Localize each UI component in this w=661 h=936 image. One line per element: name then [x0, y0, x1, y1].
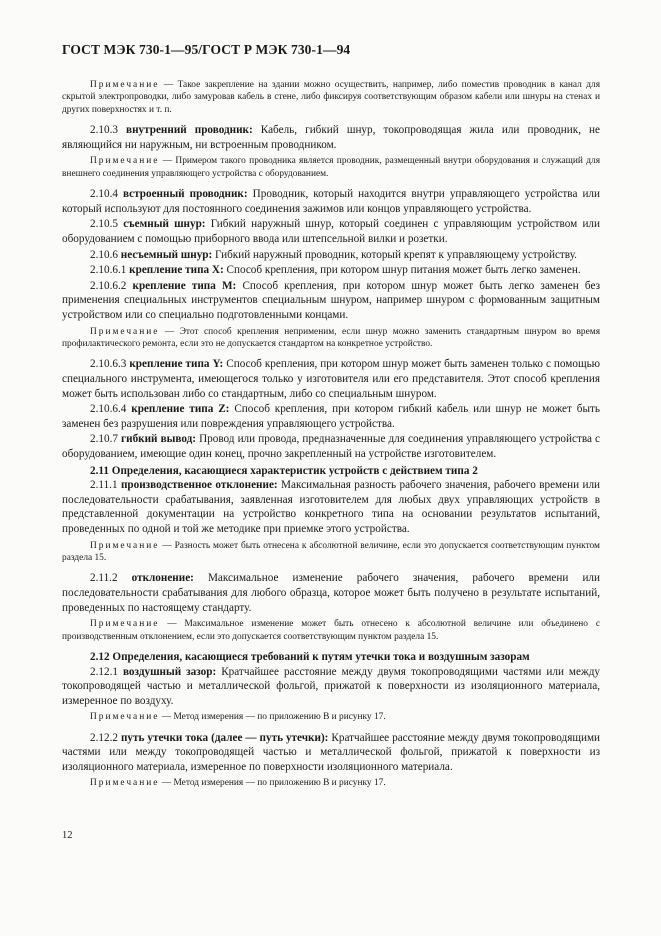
definition-text: Гибкий наружный шнур, который соединен с управляющим устройством или оборудованием с помощью приборного ввода или штепсельной вилки и розетки.: [62, 218, 600, 245]
clause-number: 2.10.6.2: [90, 279, 127, 292]
defined-term: отклонение:: [131, 572, 194, 585]
note-label: Примечание: [90, 619, 160, 630]
note-text: Такое закрепление на здании можно осуществить, например, либо поместив проводник в канал для скрытой электропроводки, либо замуровав кабель в стене, либо фиксируя соответствующим образом кабели или шнуры на стенах и других поверхностях и т. п.: [62, 80, 601, 115]
note-text: Максимальное изменение может быть отнесено к абсолютной величине или объединено с производственным отклонением, если это допускается соответствующим пунктом раздела 15.: [62, 619, 600, 642]
definition-paragraph: [62, 478, 600, 536]
clause-number: 2.12.2: [90, 731, 118, 744]
definition-paragraph: [62, 123, 600, 152]
clause-number: 2.10.6.3: [90, 358, 127, 371]
page-number: 12: [62, 830, 73, 841]
note-paragraph: [62, 540, 600, 565]
note-label: Примечание: [90, 540, 160, 551]
note-label: Примечание: [90, 778, 160, 789]
definition-paragraph: [62, 731, 600, 775]
definition-text: Максимальное изменение рабочего значения, рабочего времени или последовательности срабатывания для любого образца, которое может быть получено в результате испытаний, проведенных по настоящему стандарту.: [62, 572, 601, 614]
clause-number: 2.11.1: [90, 479, 118, 492]
definition-text: Гибкий наружный проводник, который крепят к управляющему устройству.: [215, 248, 577, 261]
definition-paragraph: [62, 432, 600, 461]
definition-paragraph: [62, 402, 600, 431]
clause-number: 2.10.6.1: [90, 264, 127, 277]
defined-term: производственное отклонение:: [120, 479, 278, 492]
note-dash: —: [159, 80, 178, 90]
note-paragraph: [62, 79, 600, 116]
clause-number: 2.10.5: [90, 218, 118, 231]
definition-paragraph: [62, 263, 600, 278]
page-content: [62, 76, 600, 797]
clause-number: 2.10.6: [90, 248, 118, 261]
clause-number: 2.10.4: [90, 188, 118, 201]
definition-paragraph: [62, 187, 600, 216]
defined-term: крепление типа X:: [129, 264, 224, 277]
note-paragraph: [62, 777, 600, 789]
clause-number: 2.10.6.4: [90, 403, 127, 416]
note-dash: —: [159, 156, 176, 167]
note-paragraph: [62, 711, 600, 723]
definition-text: Кабель, гибкий шнур, токопроводящая жила или проводник, не являющийся ни наружным, ни встроенным проводником.: [62, 124, 601, 151]
page-header: ГОСТ МЭК 730-1—95/ГОСТ Р МЭК 730-1—94: [62, 42, 351, 57]
note-text: Разность может быть отнесена к абсолютной величине, если это допускается соответствующим пунктом раздела 15.: [62, 540, 600, 563]
definition-paragraph: [62, 248, 600, 263]
note-label: Примечание: [90, 80, 160, 90]
note-dash: —: [159, 778, 174, 789]
defined-term: несъемный шнур:: [120, 248, 213, 261]
defined-term: воздушный зазор:: [122, 665, 217, 678]
defined-term: путь утечки тока (далее — путь утечки):: [120, 731, 329, 744]
note-text: Этот способ крепления неприменим, если шнур можно заменить стандартным шнуром во время профилактического ремонта, если это не допускается стандартом на конкретное устройство.: [62, 326, 600, 349]
definition-paragraph: [62, 665, 600, 709]
section-heading: 2.12 Определения, касающиеся требований к путям утечки тока и воздушным зазорам: [90, 650, 530, 663]
definition-text: Провод или провода, предназначенные для соединения управляющего устройства с оборудованием, имеющие один конец, прочно закрепленный на устройстве изготовителем.: [62, 433, 601, 460]
definition-paragraph: [62, 357, 600, 401]
clause-number: 2.10.7: [90, 433, 118, 446]
defined-term: крепление типа Y:: [129, 358, 224, 371]
note-label: Примечание: [90, 326, 160, 337]
section-heading: 2.11 Определения, касающиеся характеристик устройств с действием типа 2: [90, 464, 478, 477]
definition-paragraph: [62, 571, 600, 615]
note-dash: —: [159, 619, 185, 630]
definition-text: Проводник, который находится внутри управляющего устройства или который используют для постоянного соединения зажимов или концов управляющего устройства.: [62, 188, 600, 215]
defined-term: встроенный проводник:: [123, 188, 248, 201]
definition-text: Способ крепления, при котором шнур может быть заменен только с помощью специального инструмента, имеющегося только у изготовителя или его представителя. Этот способ крепления может быть использован либо со стандартным, либо со специальным шнуром.: [62, 358, 601, 400]
note-text: Примером такого проводника является проводник, размещенный внутри оборудования и служащий для внешнего соединения управляющего устройства с оборудованием.: [62, 156, 601, 179]
note-label: Примечание: [90, 156, 160, 167]
note-dash: —: [159, 326, 180, 337]
clause-number: 2.12.1: [90, 665, 118, 678]
definition-text: Кратчайшее расстояние между двумя токопроводящими частями или между токопроводящей частью и металлической фольгой, прижатой к поверхности из изоляционного материала, измеренное по поверхности изоляционного материала.: [62, 731, 601, 773]
clause-number: 2.10.3: [90, 124, 118, 137]
note-paragraph: [62, 618, 600, 643]
defined-term: съемный шнур:: [123, 218, 206, 231]
definition-text: Способ крепления, при котором шнур может быть легко заменен без применения специальных инструментов специальным шнуром, например шнуром с формованным защитным устройством или со специально подготовленными концами.: [62, 279, 600, 321]
defined-term: крепление типа M:: [132, 279, 237, 292]
note-dash: —: [159, 540, 175, 551]
defined-term: внутренний проводник:: [126, 124, 253, 137]
definition-paragraph: [62, 279, 600, 323]
defined-term: крепление типа Z:: [131, 403, 230, 416]
definition-text: Способ крепления, при котором гибкий кабель или шнур не может быть заменен без разрушения или повреждения управляющего устройства.: [62, 403, 600, 430]
definition-text: Кратчайшее расстояние между двумя токопроводящими частями или между токопроводящей частью и металлической фольгой, прижатой к поверхности из изоляционного материала, измеренное по воздуху.: [62, 665, 600, 707]
note-paragraph: [62, 155, 600, 180]
note-text: Метод измерения — по приложению В и рисунку 17.: [173, 778, 386, 789]
note-label: Примечание: [90, 712, 160, 723]
clause-number: 2.11.2: [90, 572, 118, 585]
note-text: Метод измерения — по приложению В и рисунку 17.: [173, 712, 386, 723]
note-dash: —: [159, 712, 174, 723]
definition-paragraph: [62, 217, 600, 246]
note-paragraph: [62, 326, 600, 351]
defined-term: гибкий вывод:: [121, 433, 196, 446]
definition-text: Максимальная разность рабочего значения, рабочего времени или последовательности срабатывания, заявленная изготовителем для любых двух управляющих устройств в представленной документации на устройство конкретного типа на основании результатов испытаний, проведенных по одной и той же методике при приемке этого устройства.: [62, 479, 601, 535]
definition-text: Способ крепления, при котором шнур питания может быть легко заменен.: [226, 264, 581, 277]
